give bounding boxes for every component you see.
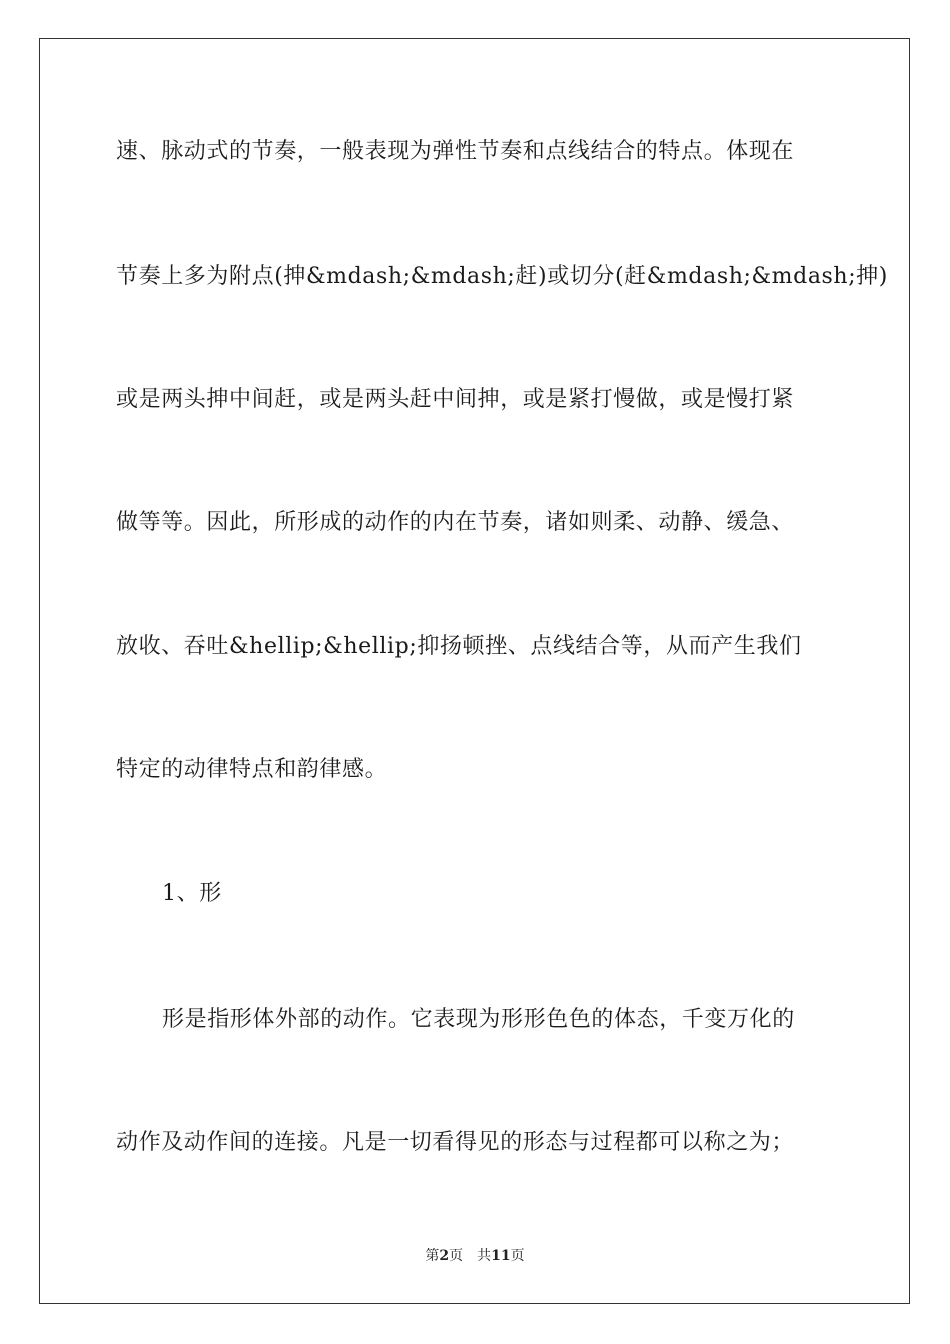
body-text-line-5: 放收、吞吐&hellip;&hellip;抑扬顿挫、点线结合等，从而产生我们 [116, 634, 802, 659]
section-heading: 1、形 [162, 881, 222, 906]
total-pages: 11 [491, 1248, 511, 1264]
body-text-line-2: 节奏上多为附点(抻&mdash;&mdash;赶)或切分(赶&mdash;&mdash;抻) [116, 264, 888, 289]
page-footer [0, 1246, 950, 1266]
body-text-line-7: 形是指形体外部的动作。它表现为形形色色的体态，千变万化的 [162, 1007, 795, 1032]
body-text-line-1: 速、脉动式的节奏，一般表现为弹性节奏和点线结合的特点。体现在 [116, 139, 795, 164]
page-prefix: 第 [425, 1248, 440, 1264]
body-text-line-3: 或是两头抻中间赶，或是两头赶中间抻，或是紧打慢做，或是慢打紧 [116, 387, 795, 412]
total-suffix: 页 [510, 1248, 525, 1264]
body-text-line-6: 特定的动律特点和韵律感。 [116, 757, 388, 782]
page-border [39, 38, 910, 1304]
total-prefix: 共 [477, 1248, 492, 1264]
body-text-line-8: 动作及动作间的连接。凡是一切看得见的形态与过程都可以称之为； [116, 1130, 795, 1155]
page-suffix: 页 [449, 1248, 464, 1264]
page-number: 2 [439, 1248, 450, 1264]
body-text-line-4: 做等等。因此，所形成的动作的内在节奏，诸如则柔、动静、缓急、 [116, 510, 795, 535]
